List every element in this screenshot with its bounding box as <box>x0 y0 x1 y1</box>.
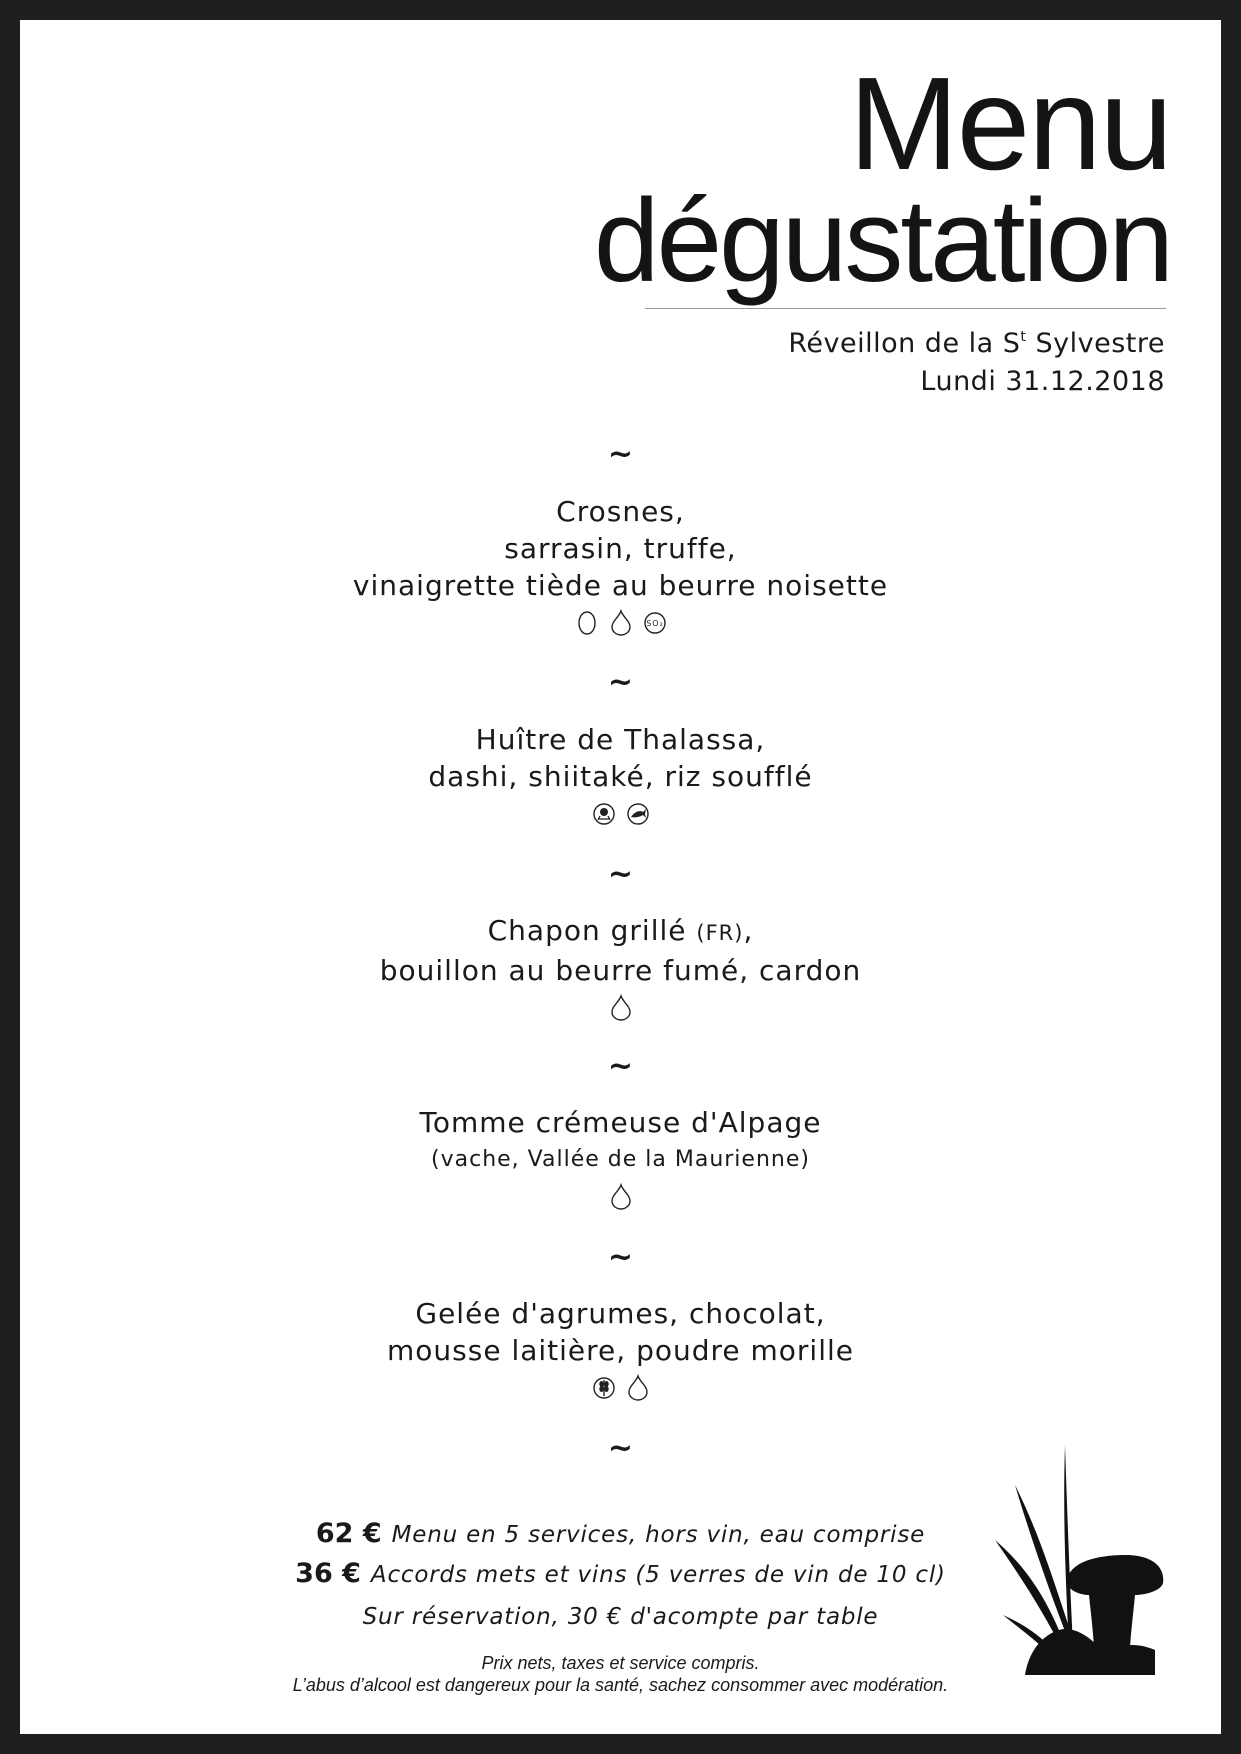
course-line: dashi, shiitaké, riz soufflé <box>428 760 813 793</box>
course-line <box>0 912 1241 952</box>
event-name <box>788 318 1165 363</box>
course-separator: ~ <box>607 857 634 892</box>
event-info <box>788 318 1165 401</box>
course-separator: ~ <box>607 1049 634 1084</box>
course-line: Crosnes, <box>556 495 685 528</box>
course-comma: , <box>743 914 754 947</box>
course-4 <box>0 1104 1241 1212</box>
course-3 <box>0 912 1241 1023</box>
course-separator: ~ <box>607 1431 634 1466</box>
milk-drop-icon <box>609 608 633 636</box>
milk-drop-icon <box>609 1182 633 1210</box>
course-separator: ~ <box>607 1240 634 1275</box>
sulphite-icon <box>643 608 667 636</box>
event-name-part: Sylvestre <box>1026 328 1165 359</box>
event-name-part: Réveillon de la S <box>788 328 1021 359</box>
milk-drop-icon <box>626 1373 650 1401</box>
gluten-icon <box>592 1373 616 1401</box>
event-date: Lundi 31.12.2018 <box>920 366 1165 397</box>
course-separator: ~ <box>607 437 634 472</box>
price-description: Accords mets et vins (5 verres de vin de 10 cl) <box>370 1562 946 1588</box>
mollusc-icon <box>592 799 616 827</box>
reservation-text: Sur réservation, 30 € d'acompte par table <box>362 1604 879 1630</box>
title-divider <box>645 308 1166 309</box>
milk-drop-icon <box>609 993 633 1021</box>
course-line: mousse laitière, poudre morille <box>386 1334 854 1367</box>
course-separator: ~ <box>607 665 634 700</box>
egg-icon <box>575 608 599 636</box>
menu-title <box>593 50 1171 307</box>
price-amount: 36 € <box>295 1558 361 1589</box>
origin-note: (FR) <box>696 921 744 945</box>
course-line: Tomme crémeuse d'Alpage <box>419 1106 822 1139</box>
title-line-2: dégustation <box>593 175 1171 307</box>
course-line: sarrasin, truffe, <box>504 532 737 565</box>
fish-icon <box>626 799 650 827</box>
course-line: bouillon au beurre fumé, cardon <box>379 954 862 987</box>
mushroom-grass-illustration <box>995 1445 1175 1675</box>
price-amount: 62 € <box>315 1518 382 1549</box>
course-1 <box>0 493 1241 638</box>
course-subline: (vache, Vallée de la Maurienne) <box>431 1147 810 1172</box>
price-description: Menu en 5 services, hors vin, eau comprise <box>391 1522 926 1548</box>
course-name: Chapon grillé <box>487 914 687 947</box>
svg-text:SO₂: SO₂ <box>645 619 664 628</box>
legal-line: Prix nets, taxes et service compris. <box>481 1653 760 1673</box>
event-name-sup: t <box>1020 329 1027 345</box>
course-line: Huître de Thalassa, <box>475 723 766 756</box>
legal-line: L’abus d’alcool est dangereux pour la santé, sachez consommer avec modération. <box>292 1675 949 1695</box>
course-2 <box>0 721 1241 829</box>
course-5 <box>0 1295 1241 1403</box>
title-line-1: Menu <box>848 50 1171 197</box>
course-line: vinaigrette tiède au beurre noisette <box>352 569 889 602</box>
course-line: Gelée d'agrumes, chocolat, <box>415 1297 826 1330</box>
